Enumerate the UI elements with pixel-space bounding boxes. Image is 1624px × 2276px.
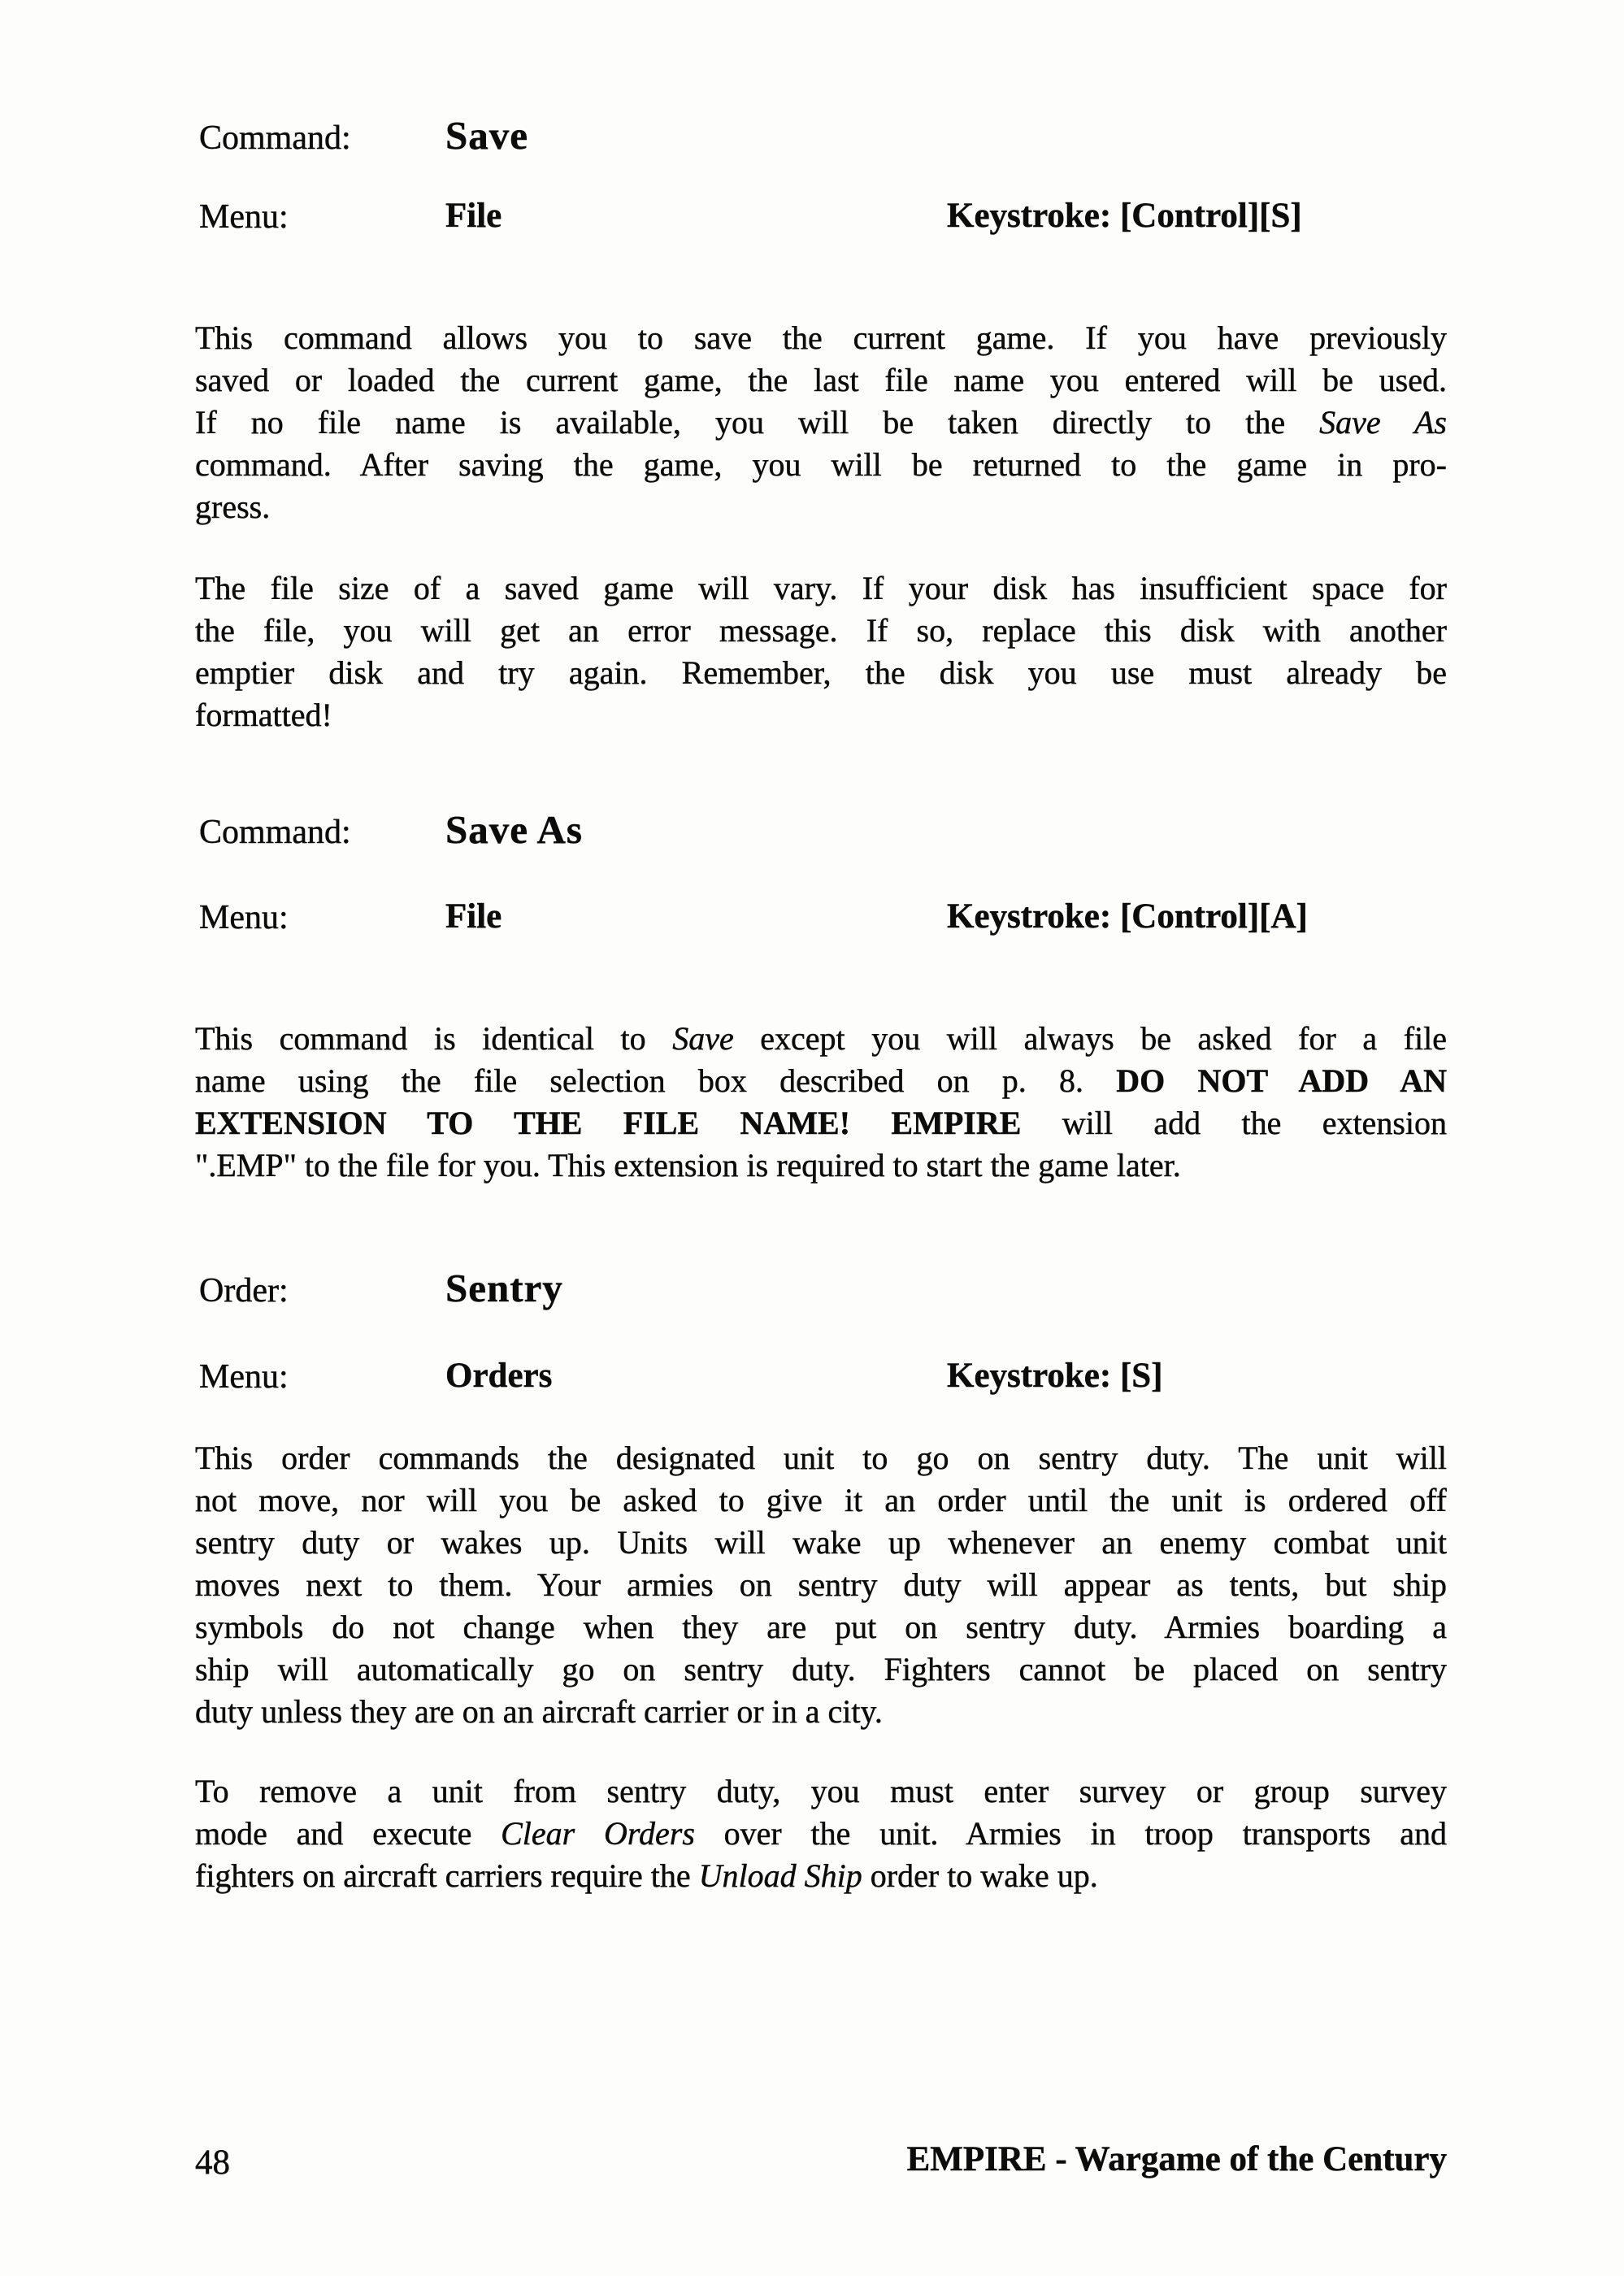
keystroke-saveas: [947, 897, 1308, 936]
paragraph-sentry-1: [195, 1437, 1447, 1733]
command-title-saveas: Save As: [445, 807, 584, 852]
menu-value-file: File: [445, 197, 502, 235]
text-line: ship will automatically go on sentry duty. Fighters cannot be placed on sentry: [195, 1651, 1447, 1687]
menu-label: Menu:: [199, 899, 289, 936]
command-label: Command:: [199, 119, 351, 157]
paragraph-save-2: [195, 567, 1447, 736]
text-line: name using the file selection box described on p. 8. DO NOT ADD AN: [195, 1062, 1447, 1099]
keystroke-save: [947, 196, 1302, 236]
text-line: ".EMP" to the file for you. This extension is required to start the game later.: [195, 1147, 1181, 1184]
text-line: EXTENSION TO THE FILE NAME! EMPIRE will add the extension: [195, 1105, 1447, 1141]
command-title-save: Save: [445, 113, 528, 158]
menu-row-sentry: [195, 1357, 1447, 1403]
text-line: command. After saving the game, you will be returned to the game in pro-: [195, 446, 1447, 483]
text-line: mode and execute Clear Orders over the unit. Armies in troop transports and: [195, 1815, 1447, 1852]
text-line: The file size of a saved game will vary. If your disk has insufficient space for: [195, 570, 1447, 606]
keystroke-label: Keystroke:: [947, 197, 1112, 235]
command-save-header: [195, 112, 1447, 164]
footer-book-title: EMPIRE - Wargame of the Century: [906, 2140, 1447, 2178]
menu-value-file: File: [445, 897, 502, 936]
command-saveas-header: [195, 806, 1447, 858]
text-line: gress.: [195, 489, 271, 525]
text-line: fighters on aircraft carriers require the Unload Ship order to wake up.: [195, 1857, 1098, 1894]
page-number: 48: [195, 2144, 230, 2182]
text-line: This command allows you to save the current game. If you have previously: [195, 319, 1447, 356]
text-line: saved or loaded the current game, the last file name you entered will be used.: [195, 362, 1447, 398]
text-line: This command is identical to Save except you will always be asked for a file: [195, 1020, 1447, 1057]
order-title-sentry: Sentry: [445, 1266, 563, 1310]
text-line: moves next to them. Your armies on sentry duty will appear as tents, but ship: [195, 1566, 1447, 1603]
paragraph-save-1: [195, 317, 1447, 528]
order-label: Order:: [199, 1272, 289, 1310]
text-line: To remove a unit from sentry duty, you must enter survey or group survey: [195, 1773, 1447, 1809]
text-line: sentry duty or wakes up. Units will wake up whenever an enemy combat unit: [195, 1524, 1447, 1561]
keystroke-label: Keystroke:: [947, 897, 1112, 936]
keystroke-sentry: [947, 1356, 1163, 1396]
keystroke-value: [S]: [1119, 1357, 1163, 1395]
menu-label: Menu:: [199, 1358, 289, 1396]
menu-value-orders: Orders: [445, 1357, 553, 1395]
menu-row-saveas: [195, 898, 1447, 944]
paragraph-saveas-1: [195, 1018, 1447, 1187]
keystroke-label: Keystroke:: [947, 1357, 1112, 1395]
menu-label: Menu:: [199, 198, 289, 236]
keystroke-value: [Control][A]: [1119, 897, 1308, 936]
text-line: duty unless they are on an aircraft carrier or in a city.: [195, 1693, 883, 1730]
command-label: Command:: [199, 814, 351, 851]
menu-row-save: [195, 198, 1447, 243]
order-sentry-header: [195, 1265, 1447, 1317]
text-line: not move, nor will you be asked to give it an order until the unit is ordered off: [195, 1482, 1447, 1518]
text-line: symbols do not change when they are put on sentry duty. Armies boarding a: [195, 1609, 1447, 1645]
text-line: formatted!: [195, 697, 332, 733]
keystroke-value: [Control][S]: [1119, 197, 1302, 235]
page-footer: [195, 2139, 1447, 2185]
paragraph-sentry-2: [195, 1770, 1447, 1897]
text-line: emptier disk and try again. Remember, the disk you use must already be: [195, 654, 1447, 691]
text-line: If no file name is available, you will be taken directly to the Save As: [195, 404, 1447, 441]
text-line: This order commands the designated unit to go on sentry duty. The unit will: [195, 1440, 1447, 1476]
text-line: the file, you will get an error message. If so, replace this disk with another: [195, 612, 1447, 649]
